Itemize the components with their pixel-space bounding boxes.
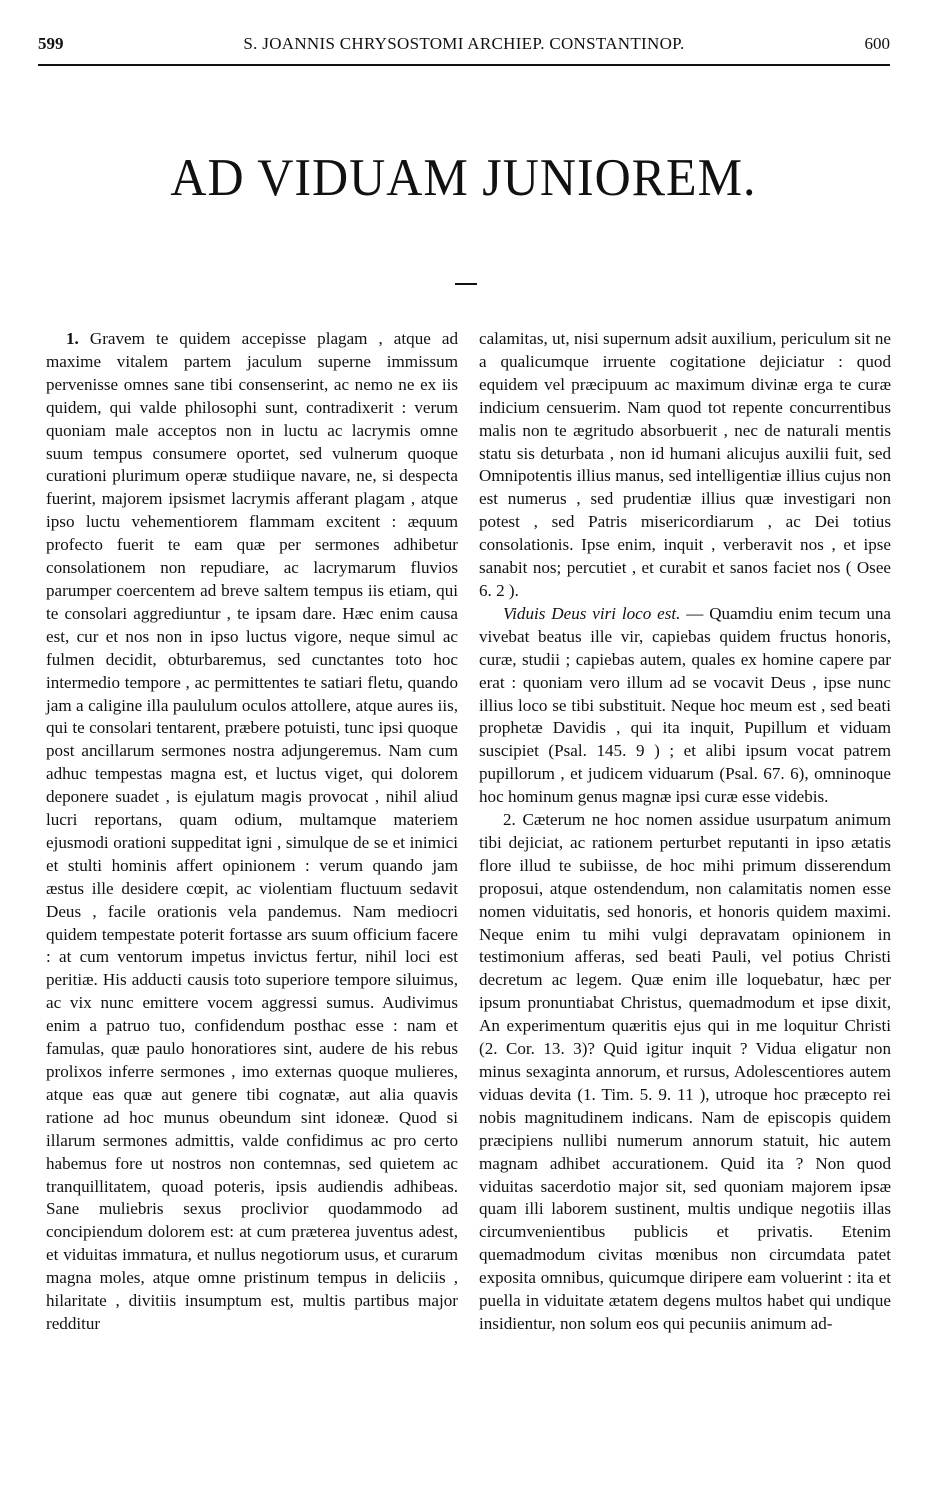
paragraph-text: calamitas, ut, nisi supernum adsit auxilium, periculum sit ne a qualicumque irruente cogitatione dejiciatur : quod equidem vel præcipuum ac maximum divinæ erga te curæ indicium censuerim. Nam quod tot repente concurrentibus malis non te ægritudo absorbuerit , nec de naturali mentis statu sis deturbata , non id humani alicujus auxilii fuit, sed Omnipotentis illius manus, sed intelligentiæ illius cujus non est numerus , sed prudentiæ illius quæ investigari non potest , sed Patris misericordiarum , ac Dei totius consolationis. Ipse enim, inquit , verberavit nos , et ipse sanabit nos; percutiet , et curabit et sanos faciet nos ( Osee 6. 2 ). xyxy=(479,329,891,600)
running-header xyxy=(38,34,890,62)
side-heading: Viduis Deus viri loco est. xyxy=(503,603,681,623)
title-separator xyxy=(455,283,477,285)
page-number-right: 600 xyxy=(864,34,890,53)
section-number: 2. xyxy=(503,810,516,830)
running-title: S. JOANNIS CHRYSOSTOMI ARCHIEP. CONSTANTINOP. xyxy=(243,34,685,53)
header-rule xyxy=(38,64,890,66)
left-column xyxy=(46,328,458,1336)
right-column xyxy=(479,328,891,1336)
page-title: AD VIDUAM JUNIOREM. xyxy=(170,147,757,207)
section-number: 1. xyxy=(66,329,79,348)
paragraph-1 xyxy=(46,328,458,1336)
paragraph-2 xyxy=(479,809,891,1336)
paragraph-text: — Quamdiu enim tecum una vivebat beatus ille vir, capiebas quidem fructus honoris, curæ, studii ; capiebas autem, quales ex homine capere par erat : quoniam vero illum ad se vocavit Deus , ipse nunc illius loco se tibi substituit. Neque hoc meum est , sed beati prophetæ Davidis , qui ita inquit, Pupillum et viduam suscipiet (Psal. 145. 9 ) ; et alibi ipsum vocat patrem pupillorum , et judicem viduarum (Psal. 67. 6), omninoque hoc hominum genus magnæ ipsi curæ esse videbis. xyxy=(479,603,891,807)
paragraph-text: Gravem te quidem accepisse plagam , atque ad maxime vitalem partem jaculum superne immissum pervenisse omnes sane tibi consenserint, ac nemo ne ex iis quidem, qui valde philosophi sunt, contradixerit : verum quoniam male acceptos non in luctu ac lacrymis omne suum tempus consumere oportet, sed vulnerum quoque curationi plurimum operæ studiique navare, ne, si despecta fuerint, majorem ipsismet lacrymis afferant plagam , atque ipso luctu vehementiorem flammam excitent : æquum profecto fuerit te eam quæ per sermones adhibetur consolationem non repudiare, ac lacrymarum fluvios parumper coercentem ad breve saltem tempus iis etiam, qui te consolari aggrediuntur , te ipsam dare. Hæc enim causa est, cur et nos non in ipso luctus vigore, neque simul ac fulmen decidit, obturbaremus, sed cunctantes toto hoc intermedio tempore , ac permittentes te satiari fletu, quando jam a caligine illa paululum oculos attollere, atque aures iis, qui te consolari tentarent, præbere potuisti, tunc ipsi quoque post ancillarum sermones nostra adjungeremus. Nam cum adhuc tempestas magna est, et luctus viget, qui dolorem deponere suadet , is ejulatum magis provocat , nihil aliud lucri reportans, quam odium, multamque materiem ejusmodi orationi suppeditat igni , simulque de se et inimici et stulti hominis affert opinionem : verum quando jam æstus ille desidere cœpit, ac violentiam fluctuum sedavit Deus , facile orationis vela pandemus. Nam mediocri quidem tempestate poterit fortasse ars suum officium facere : at cum ventorum impetus invictus fertur, nihil loci est peritiæ. His adducti causis toto superiore tempore siluimus, ac vix nunc emittere vocem aggressi sumus. Audivimus enim a patruo tuo, confidendum posthac esse : nam et famulas, quæ paulo honoratiores sint, audere de his rebus prolixos inferre sermones , imo externas quoque mulieres, atque eas quæ aut genere tibi cognatæ, aut alia quavis ratione ad hoc munus obeundum sint idoneæ. Quod si illarum sermones admittis, valde confidimus ac pro certo habemus fore ut nostros non contemnas, sed quietem ac tranquillitatem, quoad poteris, ipsis audiendis adhibeas. Sane muliebris sexus proclivior quodammodo ad concipiendum dolorem est: at cum præterea juventus adest, et viduitas immatura, et nullus negotiorum usus, et curarum magna moles, atque omne pristinum tempus in deliciis , hilaritate , divitiis insumptum est, multis partibus major redditur xyxy=(46,329,458,1333)
paragraph-text: Cæterum ne hoc nomen assidue usurpatum animum tibi dejiciat, ac rationem perturbet reputanti in ipso ætatis flore illud te subiisse, de hoc mihi primum disserendum proposui, atque ostendendum, non calamitatis nomen esse nomen viduitatis, sed honoris, et honoris quidem maximi. Neque enim tu mihi vulgi depravatam opinionem in testimonium afferas, sed beati Pauli, vel potius Christi decretum ac legem. Quæ enim ille loquebatur, hæc per ipsum pronuntiabat Christus, quemadmodum et ipse dixit, An experimentum quæritis ejus qui in me loquitur Christi (2. Cor. 13. 3)? Quid igitur inquit ? Vidua eligatur non minus sexaginta annorum, et rursus, Adolescentiores autem viduas devita (1. Tim. 5. 9. 11 ), utroque hoc præcepto rei nobis magnitudinem indicans. Nam de episcopis quidem præcipiens nullibi numerum annorum statuit, hic autem magnam adhibet accurationem. Quid ita ? Non quod viduitas sacerdotio major sit, sed quoniam majorem ipsæ quam illi laborem sustinent, multis undique negotiis illas circumvenientibus publicis et privatis. Etenim quemadmodum civitas mœnibus non circumdata patet exposita omnibus, quicumque diripere eam voluerint : ita et puella in viduitate ætatem degens multos habet qui undique insidientur, non solum eos qui pecuniis animum ad- xyxy=(479,810,891,1333)
paragraph-viduis xyxy=(479,603,891,809)
page-number-left: 599 xyxy=(38,34,64,53)
paragraph-continued xyxy=(479,328,891,603)
